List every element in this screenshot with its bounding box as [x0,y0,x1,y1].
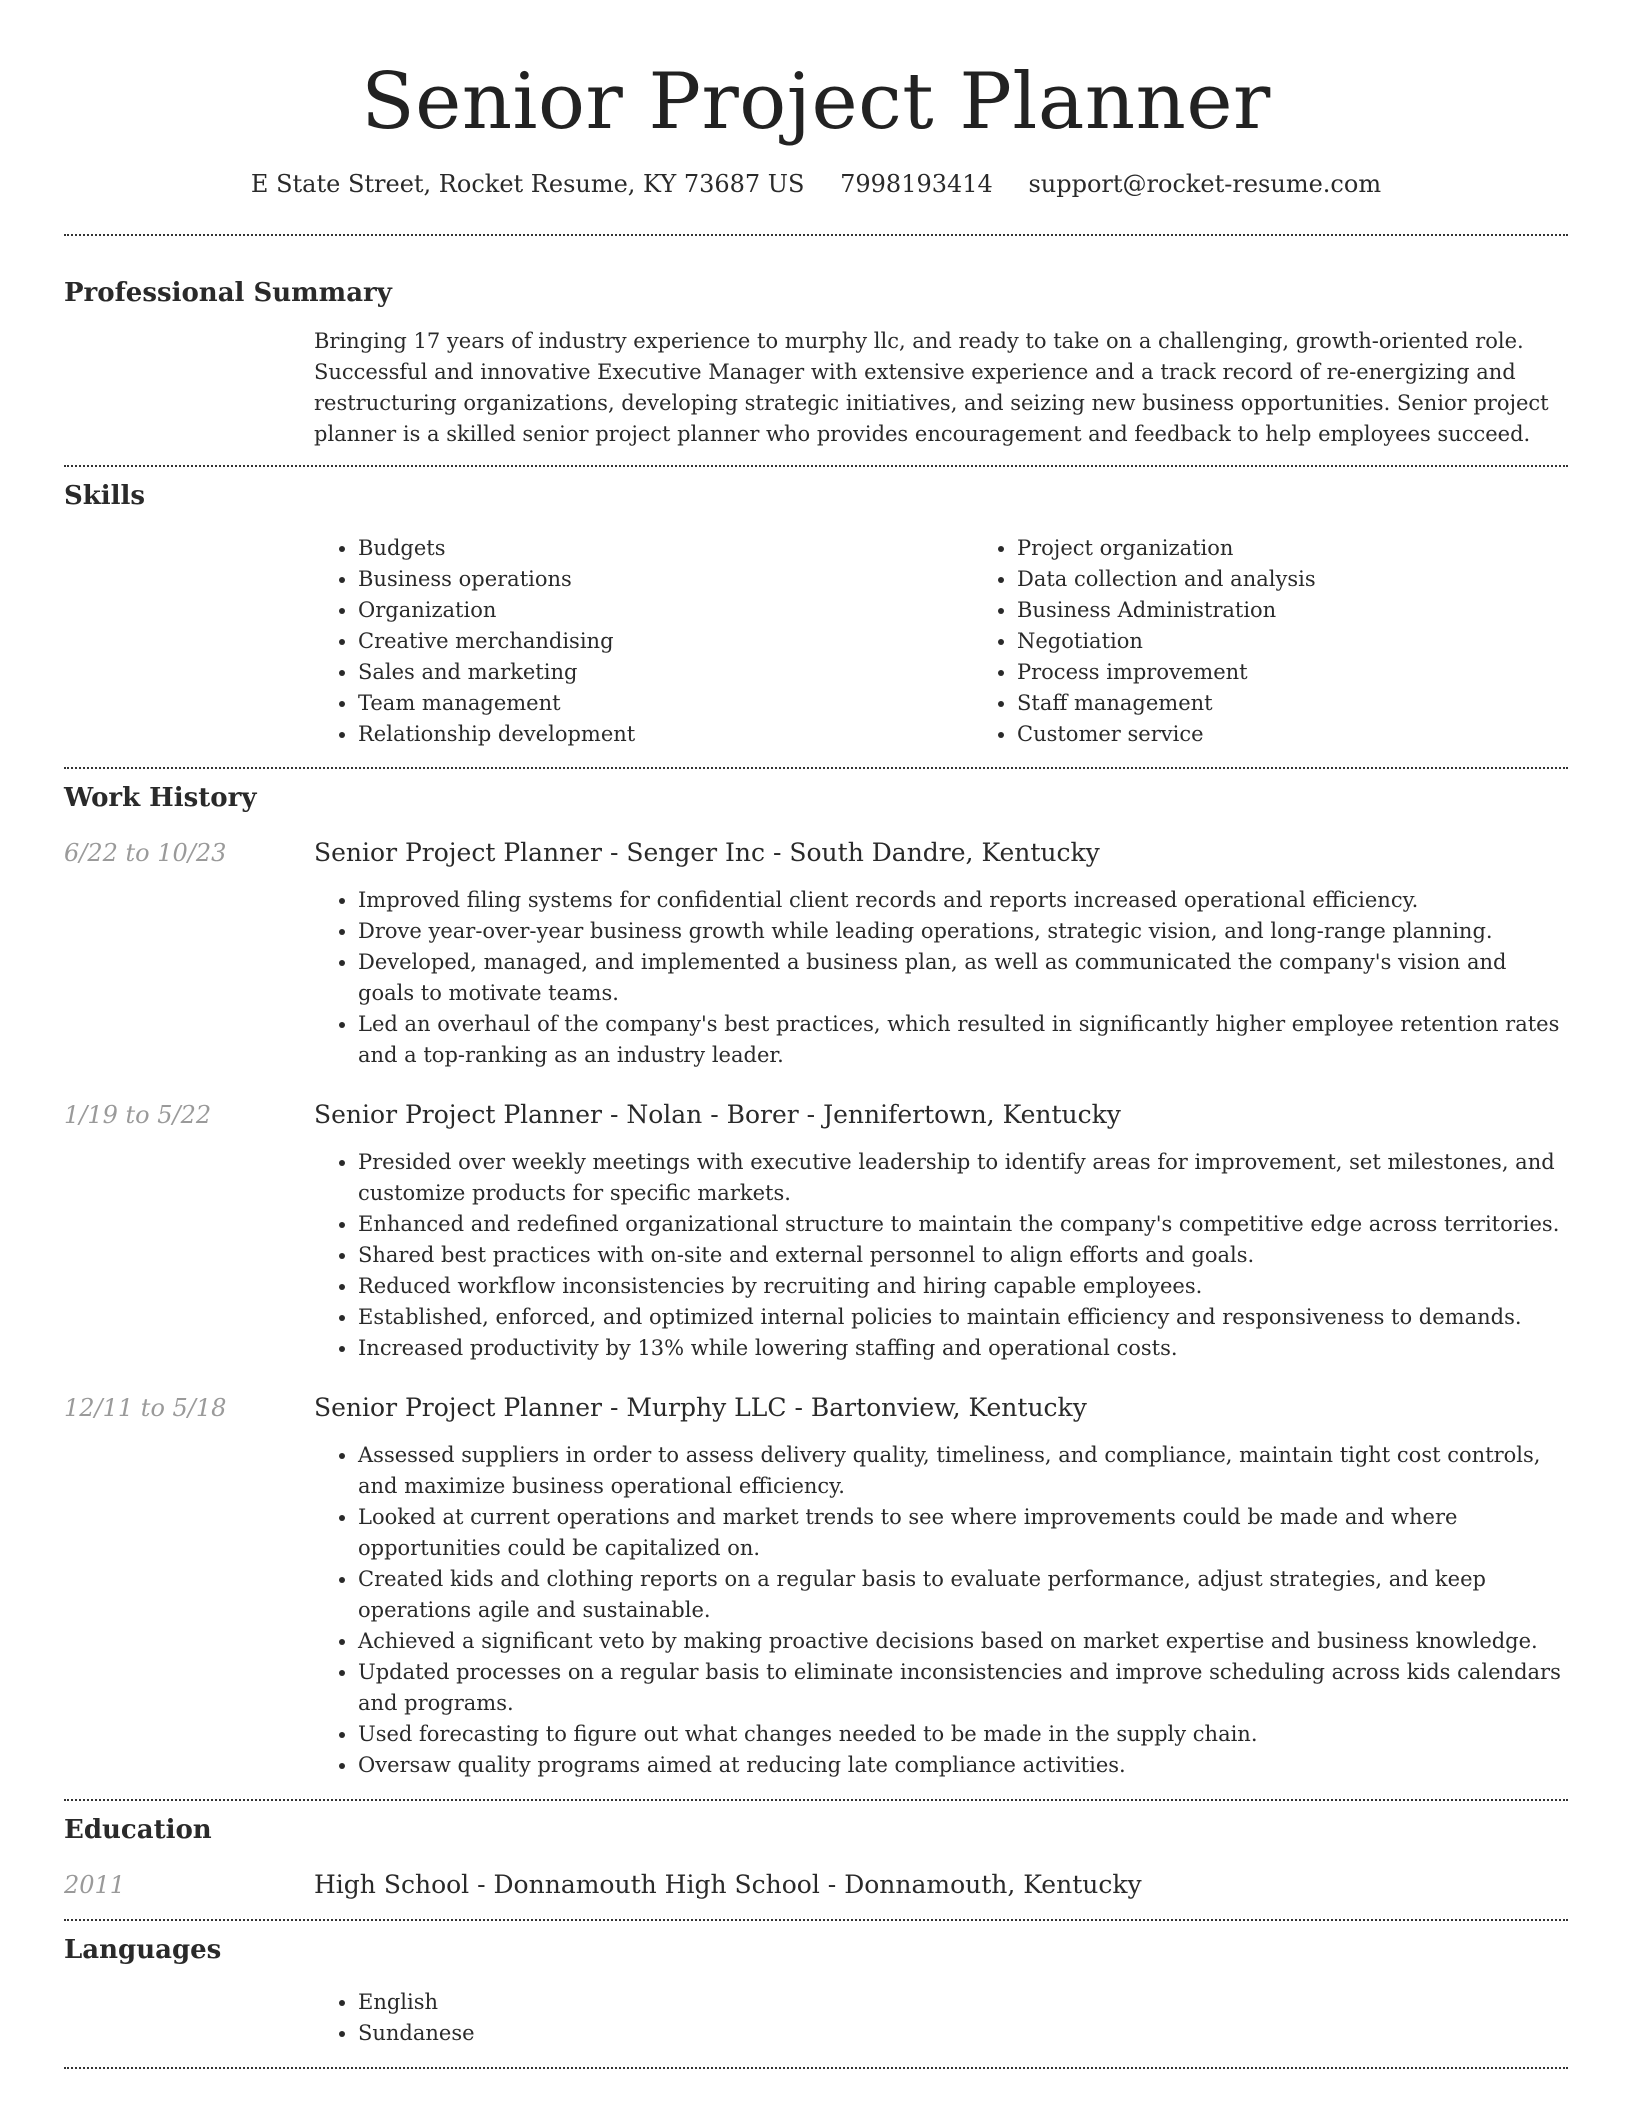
contact-address: E State Street, Rocket Resume, KY 73687 US [250,170,805,198]
job-bullet: • Achieved a significant veto by making proactive decisions based on market expertise and business knowledge. [358,1626,1568,1657]
job-title: Senior Project Planner - Nolan - Borer - Jennifertown, Kentucky [314,1100,1121,1129]
job-bullet: • Used forecasting to figure out what changes needed to be made in the supply chain. [358,1719,1568,1750]
skill-item: • Negotiation [1017,626,1632,657]
contact-line [64,168,1568,200]
summary-text: Bringing 17 years of industry experience to murphy llc, and ready to take on a challenging, growth-oriented role. Successful and innovative Executive Manager with extensive experience and a track record of re-energizing and restructuring organizations, developing strategic initiatives, and seizing new business opportunities. Senior project planner is a skilled senior project planner who provides encouragement and feedback to help employees succeed. [314,329,1549,446]
skill-item: • Relationship development [358,719,973,750]
skill-item: • Creative merchandising [358,626,973,657]
skills-heading: Skills [64,481,146,511]
job-bullet: • Established, enforced, and optimized internal policies to maintain efficiency and responsiveness to demands. [358,1302,1568,1333]
job-bullet: • Assessed suppliers in order to assess delivery quality, timeliness, and compliance, maintain tight cost controls, and maximize business operational efficiency. [358,1440,1568,1502]
job-bullet: • Improved filing systems for confidential client records and reports increased operational efficiency. [358,885,1568,916]
job-entry [64,1099,1568,1364]
language-item: • Sundanese [358,2018,1568,2049]
education-entry: High School - Donnamouth High School - Donnamouth, Kentucky [314,1870,1142,1899]
summary-heading: Professional Summary [64,278,392,308]
job-bullet: • Updated processes on a regular basis to eliminate inconsistencies and improve scheduling across kids calendars and programs. [358,1657,1568,1719]
education-heading: Education [64,1815,212,1845]
job-bullet: • Enhanced and redefined organizational structure to maintain the company's competitive edge across territories. [358,1209,1568,1240]
job-bullets [314,1440,1568,1781]
job-date: 6/22 to 10/23 [64,839,227,867]
skill-item: • Business operations [358,564,973,595]
section-divider [64,234,1568,236]
education-date: 2011 [64,1871,126,1899]
job-entry [64,837,1568,1071]
section-divider [64,1799,1568,1801]
skill-item: • Project organization [1017,533,1632,564]
job-bullet: • Presided over weekly meetings with executive leadership to identify areas for improvement, set milestones, and customize products for specific markets. [358,1147,1568,1209]
skill-item: • Sales and marketing [358,657,973,688]
job-bullet: • Created kids and clothing reports on a regular basis to evaluate performance, adjust strategies, and keep operations agile and sustainable. [358,1564,1568,1626]
contact-phone: 7998193414 [840,170,993,198]
contact-email: support@rocket-resume.com [1028,170,1382,198]
job-date: 1/19 to 5/22 [64,1101,212,1129]
work-section [64,781,1568,1781]
skill-item: • Business Administration [1017,595,1632,626]
job-bullet: • Developed, managed, and implemented a business plan, as well as communicated the company's vision and goals to motivate teams. [358,947,1568,1009]
skill-item: • Customer service [1017,719,1632,750]
languages-list [314,1987,1568,2049]
skill-item: • Process improvement [1017,657,1632,688]
job-entry [64,1392,1568,1781]
section-divider [64,767,1568,769]
section-divider [64,2067,1568,2069]
skill-item: • Organization [358,595,973,626]
skills-section [64,479,1568,750]
section-divider [64,1919,1568,1921]
job-bullet: • Oversaw quality programs aimed at reducing late compliance activities. [358,1750,1568,1781]
job-bullet: • Shared best practices with on-site and external personnel to align efforts and goals. [358,1240,1568,1271]
skill-item: • Data collection and analysis [1017,564,1632,595]
summary-section [64,276,1568,450]
languages-heading: Languages [64,1935,222,1965]
job-date: 12/11 to 5/18 [64,1394,227,1422]
skill-item: • Budgets [358,533,973,564]
job-bullet: • Looked at current operations and market trends to see where improvements could be made and where opportunities could be capitalized on. [358,1502,1568,1564]
job-bullets [314,1147,1568,1364]
work-heading: Work History [64,783,257,813]
education-section [64,1813,1568,1901]
job-bullet: • Drove year-over-year business growth while leading operations, strategic vision, and long-range planning. [358,916,1568,947]
resume-name: Senior Project Planner [361,57,1271,147]
skill-item: • Staff management [1017,688,1632,719]
job-title: Senior Project Planner - Murphy LLC - Bartonview, Kentucky [314,1393,1087,1422]
section-divider [64,465,1568,467]
job-bullets [314,885,1568,1071]
skill-item: • Team management [358,688,973,719]
language-item: • English [358,1987,1568,2018]
job-bullet: • Led an overhaul of the company's best practices, which resulted in significantly higher employee retention rates and a top-ranking as an industry leader. [358,1009,1568,1071]
languages-section [64,1933,1568,2049]
job-title: Senior Project Planner - Senger Inc - South Dandre, Kentucky [314,838,1100,867]
skills-list-right [973,533,1632,750]
skills-list-left [314,533,973,750]
job-bullet: • Increased productivity by 13% while lowering staffing and operational costs. [358,1333,1568,1364]
job-bullet: • Reduced workflow inconsistencies by recruiting and hiring capable employees. [358,1271,1568,1302]
